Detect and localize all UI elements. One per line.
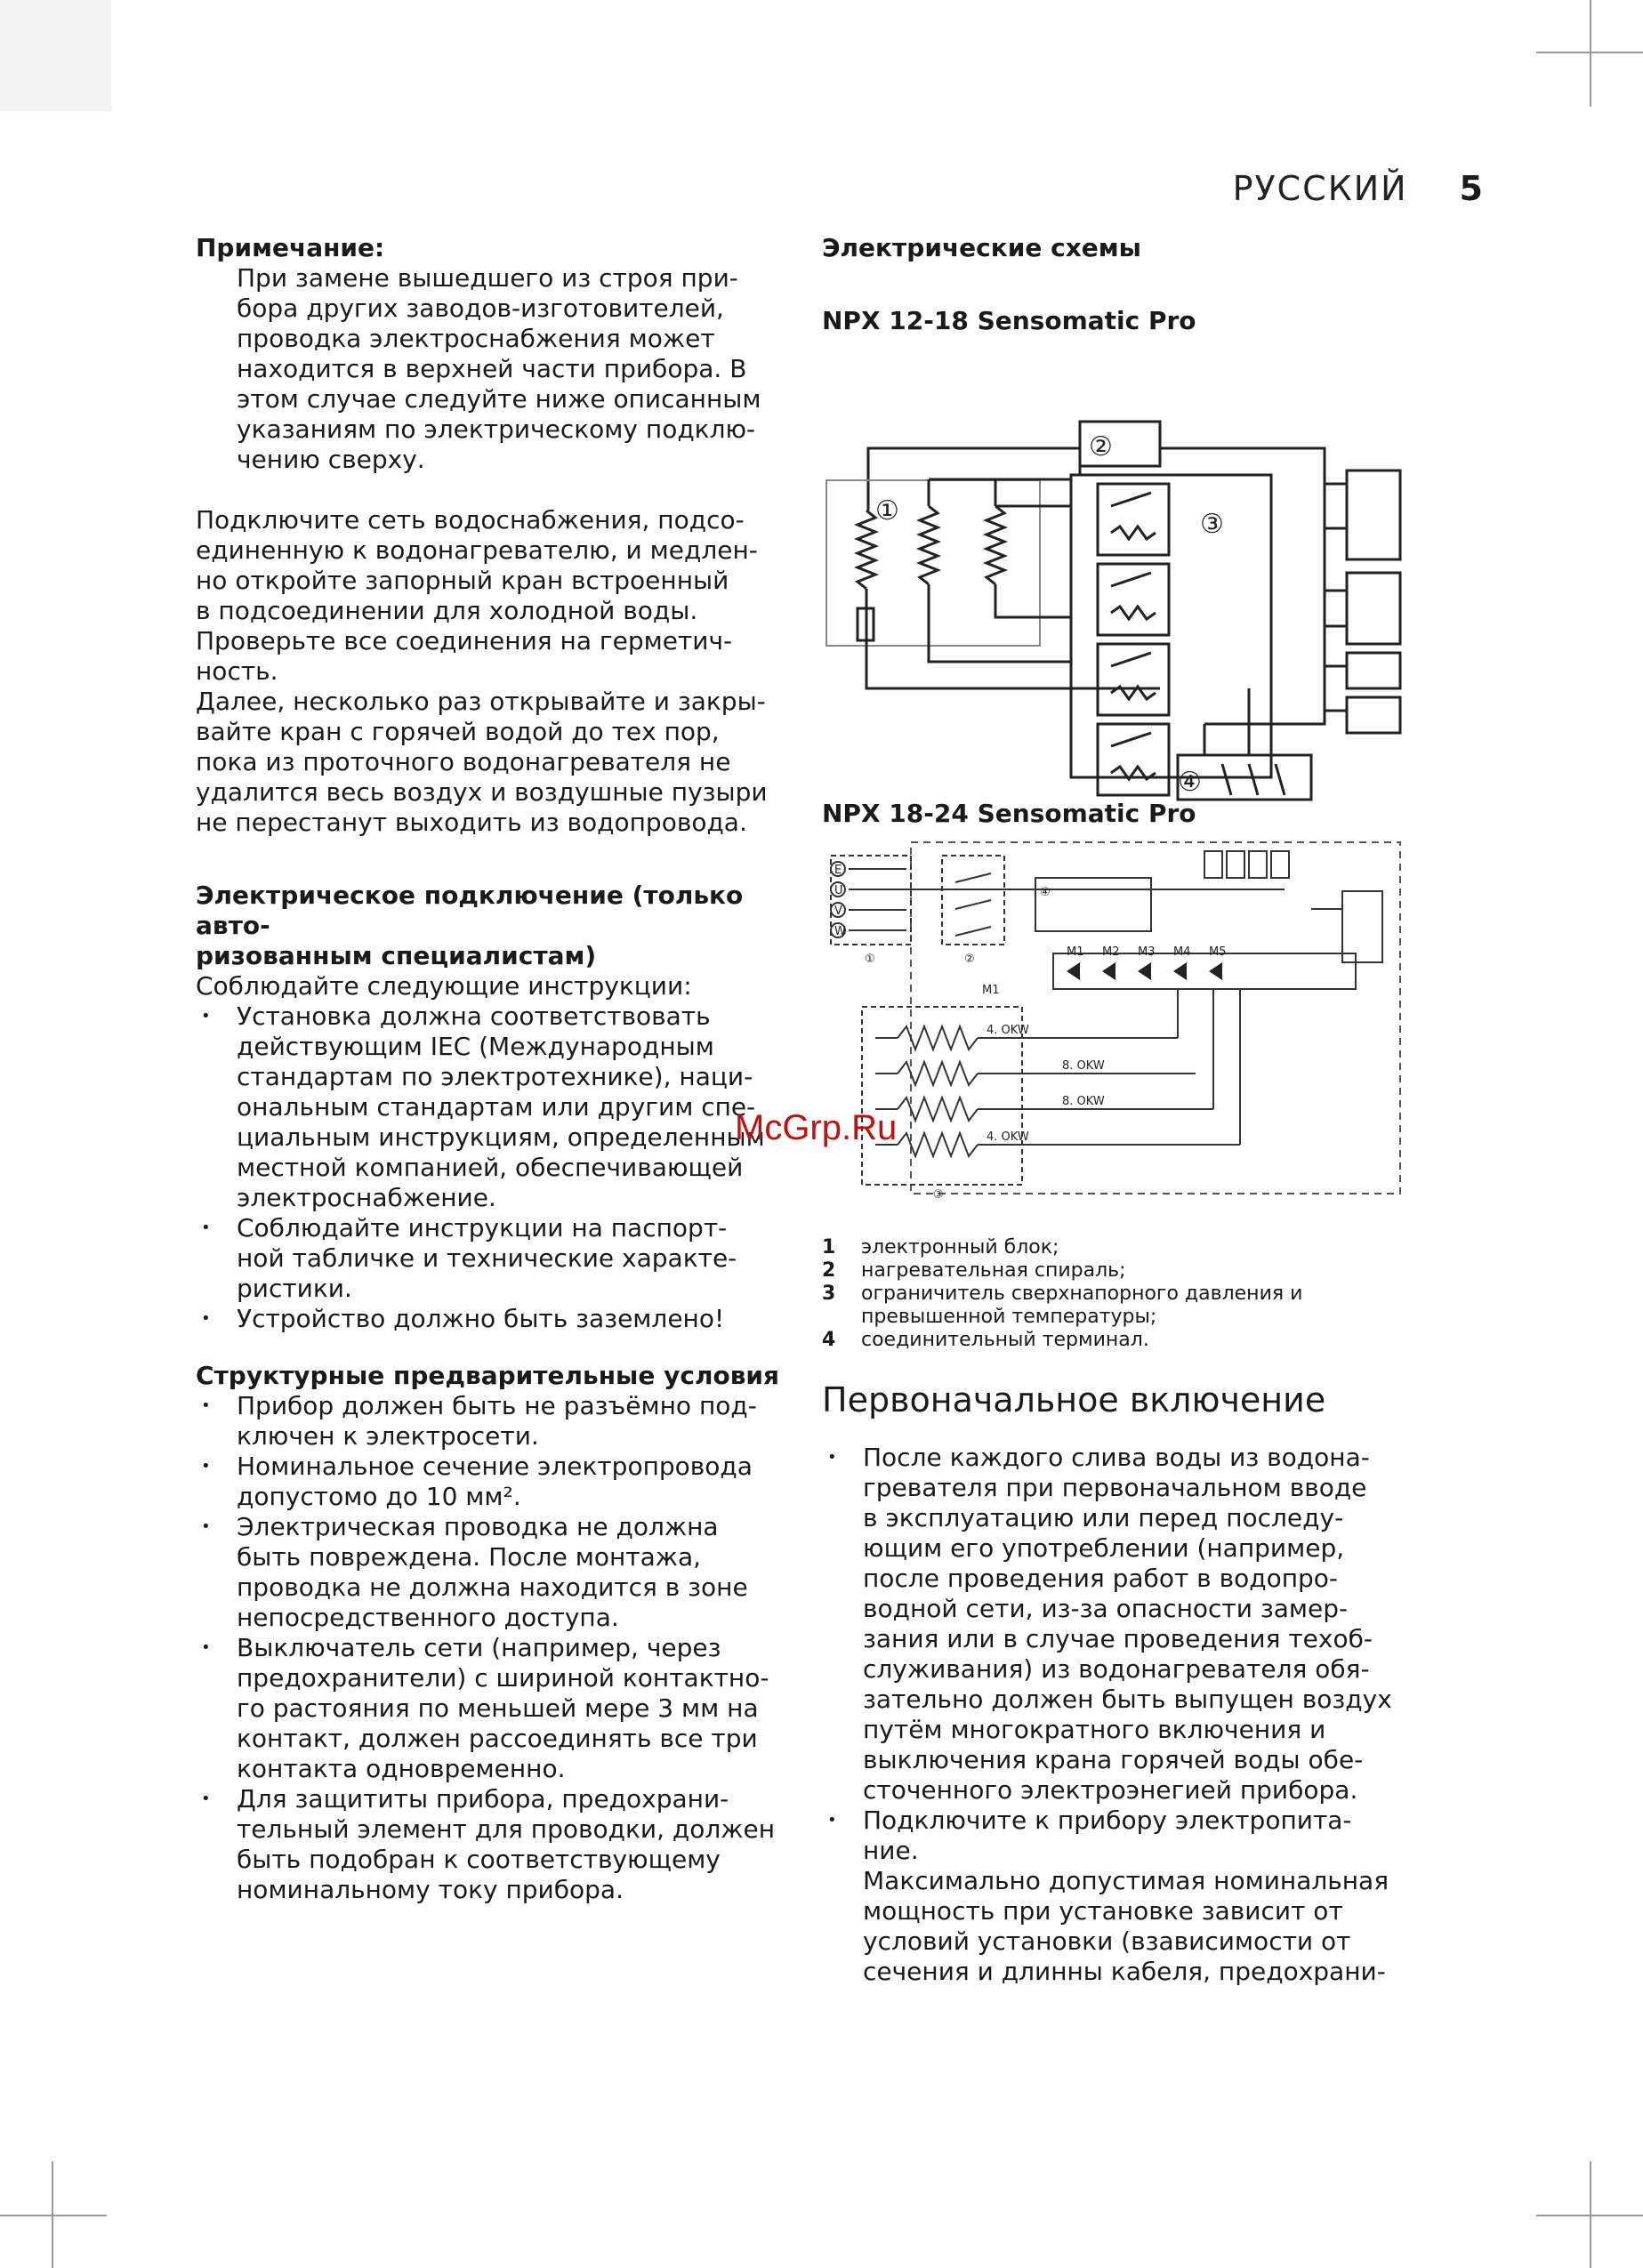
wiring-diagram-2 bbox=[822, 838, 1409, 1211]
right-column bbox=[822, 233, 1409, 1987]
left-column bbox=[196, 233, 783, 1905]
page-number: 5 bbox=[1459, 169, 1483, 208]
label-4: ④ bbox=[1178, 767, 1202, 798]
wiring-diagram-1 bbox=[822, 350, 1409, 798]
power-label: 4. OKW bbox=[987, 1024, 1029, 1037]
diagram1-title: NPX 12-18 Sensomatic Pro bbox=[822, 306, 1196, 335]
triac-label: M1 bbox=[1067, 945, 1084, 959]
note-line: чению сверху. bbox=[237, 445, 425, 474]
note-body bbox=[196, 263, 783, 475]
list-item: • Электрическая проводка не должна быть повреждена. После монтажа, проводка не должна находится в зоне непосредственного доступа. bbox=[196, 1512, 783, 1633]
note-line: При замене вышедшего из строя при- bbox=[237, 263, 738, 293]
terminal-label: U bbox=[834, 884, 843, 897]
label-1: ① bbox=[865, 953, 875, 966]
water-paragraph bbox=[196, 505, 783, 838]
text-line: вайте кран с горячей водой до тех пор, bbox=[196, 717, 720, 746]
text-line: Проверьте все соединения на герметич- bbox=[196, 626, 733, 655]
watermark: McGrp.Ru bbox=[735, 1108, 898, 1147]
legend-row: 1 электронный блок; bbox=[822, 1236, 1059, 1259]
label-2: ② bbox=[1089, 431, 1113, 462]
startup-list bbox=[822, 1443, 1409, 1987]
triac-label: M4 bbox=[1173, 945, 1191, 959]
note-line: указаниям по электрическому подклю- bbox=[237, 414, 756, 444]
list-item: • После каждого слива воды из водона- гревателя при первоначальном вводе в эксплуатацию или перед последу- ющим его употреблении (например, после проведения работ в водопро- водной сети, из-за опасности замер- зания или в случае проведения техоб- служивания) из водонагревателя обя- зательно должен быть выпущен воздух путём многократного включения и выключения крана горячей воды обе- сточенного электроэнегией прибора. bbox=[822, 1443, 1409, 1806]
list-item: • Установка должна соответствовать действующим IEC (Международным стандартам по электротехнике), наци- ональным стандартам или другим спе- циальным инструкциям, определенным местной компанией, обеспечивающей электроснабжение. bbox=[196, 1001, 783, 1213]
power-label: 8. OKW bbox=[1062, 1059, 1105, 1073]
electrical-title: Электрическое подключение (только авто- bbox=[196, 881, 744, 940]
diagram-legend bbox=[822, 1236, 1409, 1352]
legend-row: 2 нагревательная спираль; bbox=[822, 1259, 1126, 1282]
crop-mark bbox=[0, 2215, 107, 2216]
schemes-title: Электрические схемы bbox=[822, 233, 1141, 262]
crop-mark bbox=[52, 2161, 53, 2268]
electrical-intro: Соблюдайте следующие инструкции: bbox=[196, 971, 692, 1001]
label-1: ① bbox=[875, 495, 899, 527]
power-label: 8. OKW bbox=[1062, 1095, 1105, 1108]
terminal-label: W bbox=[834, 925, 846, 938]
triac-label: M5 bbox=[1209, 945, 1227, 959]
label-3: ③ bbox=[933, 1188, 944, 1202]
power-label: 4. OKW bbox=[987, 1130, 1029, 1144]
list-item: • Подключите к прибору электропита- ние. Максимально допустимая номинальная мощность при установке зависит от условий установки (взависимости от сечения и длинны кабеля, предохрани- bbox=[822, 1806, 1409, 1987]
list-item: • Устройство должно быть заземлено! bbox=[196, 1304, 783, 1334]
list-item: • Прибор должен быть не разъёмно под- ключен к электросети. bbox=[196, 1391, 783, 1452]
label-3: ③ bbox=[1200, 509, 1224, 540]
crop-mark bbox=[1590, 0, 1591, 107]
terminal-label: V bbox=[834, 905, 842, 918]
text-line: но откройте запорный кран встроенный bbox=[196, 566, 729, 595]
m1-label: M1 bbox=[982, 984, 1000, 997]
triac-label: M3 bbox=[1138, 945, 1156, 959]
text-line: Далее, несколько раз открывайте и закры- bbox=[196, 687, 766, 716]
diagram2-title: NPX 18-24 Sensomatic Pro bbox=[822, 799, 1196, 828]
structural-title: Структурные предварительные условия bbox=[196, 1361, 780, 1390]
list-item: • Соблюдайте инструкции на паспорт- ной табличке и технические характе- ристики. bbox=[196, 1213, 783, 1304]
terminal-label: E bbox=[834, 864, 842, 877]
list-item: • Для защититы прибора, предохрани- тельный элемент для проводки, должен быть подобран к соответствующему номинальному току прибора. bbox=[196, 1784, 783, 1905]
label-2: ② bbox=[964, 953, 975, 966]
electrical-title-cont: ризованным специалистам) bbox=[196, 941, 597, 970]
list-item: • Выключатель сети (например, через предохранители) с шириной контактно- го растояния по меньшей мере 3 мм на контакт, должен рассоединять все три контакта одновременно. bbox=[196, 1633, 783, 1784]
legend-row: 4 соединительный терминал. bbox=[822, 1329, 1149, 1351]
text-line: пока из проточного водонагревателя не bbox=[196, 747, 731, 776]
note-title: Примечание: bbox=[196, 233, 385, 262]
corner-block bbox=[0, 0, 111, 111]
text-line: ность. bbox=[196, 656, 278, 686]
text-line: удалится весь воздух и воздушные пузыри bbox=[196, 777, 768, 807]
section-title: Первоначальное включение bbox=[822, 1380, 1326, 1420]
structural-list bbox=[196, 1391, 783, 1905]
page-header bbox=[1233, 169, 1483, 208]
text-line: Подключите сеть водоснабжения, подсо- bbox=[196, 505, 745, 535]
note-line: бора других заводов-изготовителей, bbox=[237, 294, 724, 323]
crop-mark bbox=[1590, 2161, 1591, 2268]
language-label: РУССКИЙ bbox=[1232, 169, 1408, 208]
note-line: этом случае следуйте ниже описанным bbox=[237, 384, 761, 414]
note-line: находится в верхней части прибора. В bbox=[237, 354, 747, 383]
triac-label: M2 bbox=[1102, 945, 1120, 959]
note-line: проводка электроснабжения может bbox=[237, 324, 715, 353]
text-line: единенную к водонагревателю, и медлен- bbox=[196, 535, 758, 565]
text-line: не перестанут выходить из водопровода. bbox=[196, 808, 747, 837]
legend-row: 3 ограничитель сверхнапорного давления и bbox=[822, 1283, 1303, 1305]
list-item: • Номинальное сечение электропровода допустомо до 10 мм². bbox=[196, 1452, 783, 1512]
legend-row: превышенной температуры; bbox=[861, 1306, 1157, 1328]
text-line: в подсоединении для холодной воды. bbox=[196, 596, 698, 625]
electrical-list bbox=[196, 1001, 783, 1334]
label-4: ④ bbox=[1040, 886, 1051, 899]
